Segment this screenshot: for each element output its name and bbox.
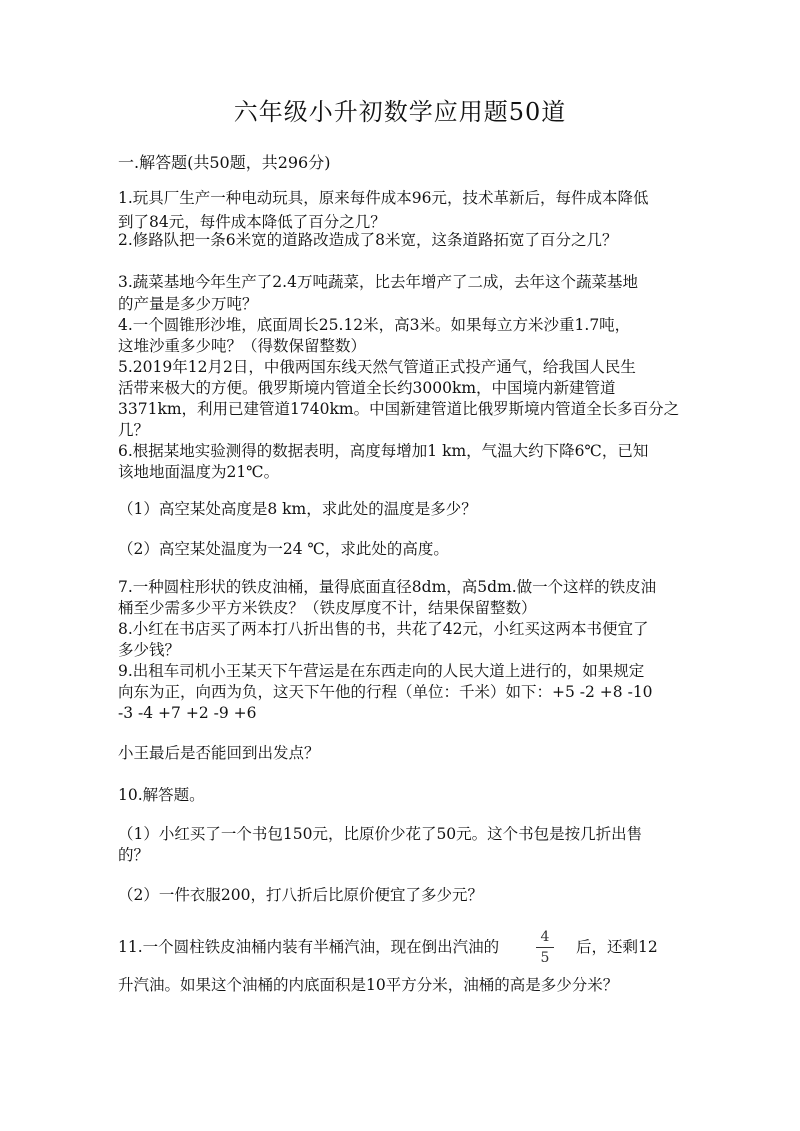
text-line: 3371km，利用已建管道1740km。中国新建管道比俄罗斯境内管道全长多百分之	[118, 400, 680, 418]
fraction-denominator: 5	[540, 950, 550, 966]
text-line: （1）小红买了一个书包150元，比原价少花了50元。这个书包是按几折出售	[118, 825, 643, 843]
text-line: 1.玩具厂生产一种电动玩具，原来每件成本96元，技术革新后，每件成本降低	[118, 189, 649, 207]
text-line: （2）一件衣服200，打八折后比原价便宜了多少元？	[118, 886, 483, 904]
text-line: 11.一个圆柱铁皮油桶内装有半桶汽油，现在倒出汽油的	[118, 938, 500, 956]
text-line: 5.2019年12月2日，中俄两国东线天然气管道正式投产通气，给我国人民生	[118, 358, 636, 376]
text-line: -3 -4 +7 +2 -9 +6	[118, 704, 257, 722]
text-line: （1）高空某处高度是8 km，求此处的温度是多少？	[118, 500, 477, 518]
text-line: 该地地面温度为21℃。	[118, 463, 280, 481]
section-heading: 一.解答题(共50题，共296分)	[118, 153, 331, 172]
text-line: 7.一种圆柱形状的铁皮油桶，量得底面直径8dm，高5dm.做一个这样的铁皮油	[118, 578, 657, 596]
text-line: 这堆沙重多少吨？（得数保留整数）	[118, 337, 367, 355]
text-line: 到了84元，每件成本降低了百分之几？	[118, 213, 386, 231]
text-line: 4.一个圆锥形沙堆，底面周长25.12米，高3米。如果每立方米沙重1.7吨，	[118, 316, 631, 334]
text-line: 向东为正，向西为负，这天下午他的行程（单位：千米）如下：+5 -2 +8 -10	[118, 683, 653, 701]
text-line: 8.小红在书店买了两本打八折出售的书，共花了42元，小红买这两本书便宜了	[118, 620, 649, 638]
fraction-four-fifths	[533, 928, 557, 967]
text-line: （2）高空某处温度为一24 ℃，求此处的高度。	[118, 540, 449, 558]
text-line: 的？	[118, 846, 150, 864]
text-line: 的产量是多少万吨？	[118, 295, 258, 313]
text-line: 桶至少需多少平方米铁皮？（铁皮厚度不计，结果保留整数）	[118, 599, 537, 617]
page-title: 六年级小升初数学应用题50道	[233, 98, 567, 126]
text-line: 多少钱？	[118, 641, 181, 659]
fraction-bar	[536, 947, 554, 948]
text-line: 后，还剩12	[576, 938, 658, 956]
text-line: 6.根据某地实验测得的数据表明，高度每增加1 km，气温大约下降6℃，已知	[118, 442, 649, 460]
text-line: 10.解答题。	[118, 786, 205, 804]
text-line: 升汽油。如果这个油桶的内底面积是10平方分米，油桶的高是多少分米？	[118, 976, 619, 994]
fraction-numerator: 4	[540, 929, 550, 945]
text-line: 2.修路队把一条6米宽的道路改造成了8米宽，这条道路拓宽了百分之几？	[118, 231, 618, 249]
text-line: 小王最后是否能回到出发点？	[118, 744, 320, 762]
text-line: 3.蔬菜基地今年生产了2.4万吨蔬菜，比去年增产了二成，去年这个蔬菜基地	[118, 273, 638, 291]
text-line: 9.出租车司机小王某天下午营运是在东西走向的人民大道上进行的，如果规定	[118, 662, 645, 680]
text-line: 几？	[118, 421, 150, 439]
text-line: 活带来极大的方便。俄罗斯境内管道全长约3000km，中国境内新建管道	[118, 379, 616, 397]
